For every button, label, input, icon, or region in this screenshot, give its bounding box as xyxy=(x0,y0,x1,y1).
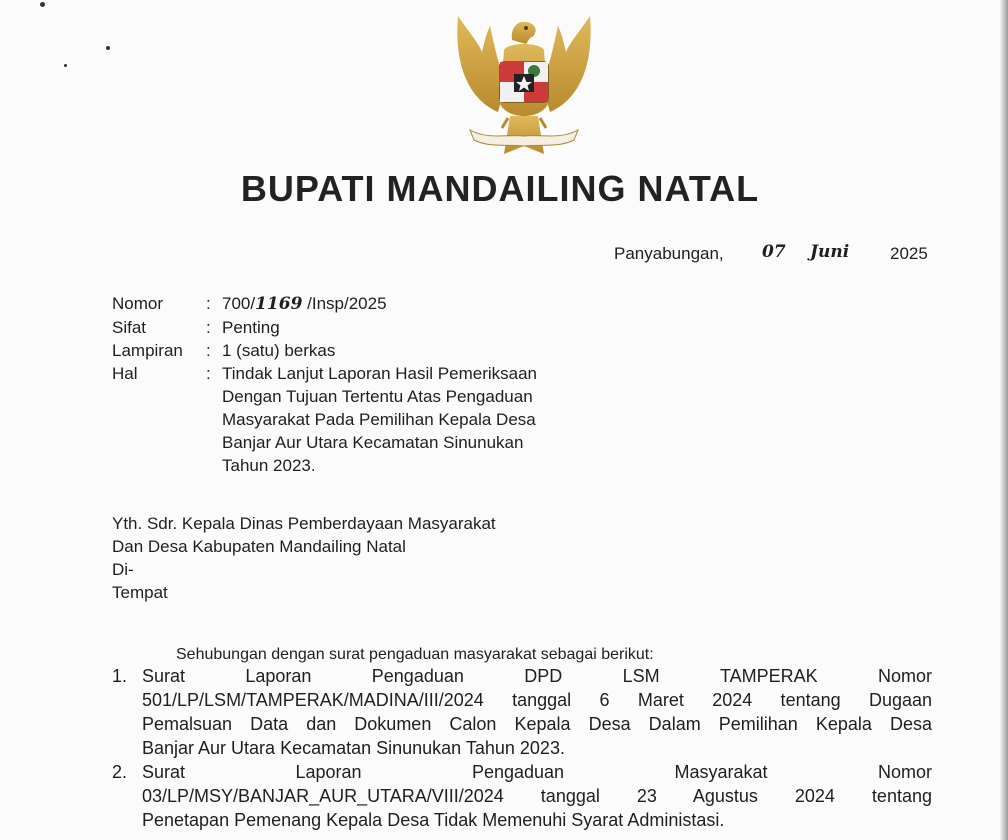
address-line: Di- xyxy=(112,560,134,579)
list-text xyxy=(142,664,932,760)
date-year: 2025 xyxy=(890,244,928,263)
meta-label-nomor: Nomor xyxy=(112,294,164,313)
meta-value-sifat: Penting xyxy=(222,318,280,337)
word: Masyarakat xyxy=(674,762,768,782)
word: TAMPERAK xyxy=(719,666,818,686)
meta-colon: : xyxy=(206,294,211,313)
address-line: Tempat xyxy=(112,583,168,602)
word: Surat xyxy=(142,666,186,686)
meta-value-nomor xyxy=(222,292,602,316)
hal-line: Banjar Aur Utara Kecamatan Sinunukan xyxy=(222,433,524,452)
address-line: Dan Desa Kabupaten Mandailing Natal xyxy=(112,537,406,556)
meta-colon: : xyxy=(206,341,211,360)
word: LSM xyxy=(622,666,660,686)
list-line: 03/LP/MSY/BANJAR_AUR_UTARA/VIII/2024 tanggal 23 Agustus 2024 tentang xyxy=(142,786,932,806)
complaint-list xyxy=(112,664,932,832)
word: Nomor xyxy=(877,762,932,782)
nomor-handwritten: 1169 xyxy=(255,294,303,314)
date-month-handwritten: Juni xyxy=(810,242,850,262)
scan-speck xyxy=(64,64,67,67)
meta-row-sifat xyxy=(112,316,602,339)
nomor-prefix: 700/ xyxy=(222,294,256,313)
page-edge-shadow xyxy=(1000,0,1008,840)
hal-line: Tindak Lanjut Laporan Hasil Pemeriksaan xyxy=(222,364,537,383)
list-number: 2. xyxy=(112,762,128,782)
list-item xyxy=(112,760,932,832)
list-line: 501/LP/LSM/TAMPERAK/MADINA/III/2024 tanggal 6 Maret 2024 tentang Dugaan xyxy=(142,690,932,710)
date-place: Panyabungan, xyxy=(614,244,724,263)
list-line: Banjar Aur Utara Kecamatan Sinunukan Tahun 2023. xyxy=(142,738,565,758)
garuda-pancasila-emblem xyxy=(448,4,600,162)
meta-row-lampiran xyxy=(112,339,602,362)
word: Pengaduan xyxy=(471,762,565,782)
meta-colon: : xyxy=(206,318,211,337)
word: Laporan xyxy=(295,762,362,782)
word: Nomor xyxy=(877,666,932,686)
scan-speck xyxy=(40,2,45,7)
list-number: 1. xyxy=(112,666,128,686)
body-intro: Sehubungan dengan surat pengaduan masyarakat sebagai berikut: xyxy=(176,646,654,663)
letter-meta xyxy=(112,292,602,477)
hal-line: Dengan Tujuan Tertentu Atas Pengaduan xyxy=(222,387,533,406)
meta-row-nomor xyxy=(112,292,602,316)
scan-speck xyxy=(106,46,110,50)
hal-line: Masyarakat Pada Pemilihan Kepala Desa xyxy=(222,410,536,429)
nomor-suffix: /Insp/2025 xyxy=(302,294,387,313)
meta-label-hal: Hal xyxy=(112,364,138,383)
word: Pengaduan xyxy=(371,666,464,686)
meta-colon: : xyxy=(206,364,211,383)
meta-value-hal xyxy=(222,362,602,477)
recipient-address xyxy=(112,512,496,604)
meta-label-sifat: Sifat xyxy=(112,318,147,337)
list-text xyxy=(142,760,932,832)
list-first-line xyxy=(142,664,932,688)
letterhead-title: BUPATI MANDAILING NATAL xyxy=(240,168,760,209)
list-item xyxy=(112,664,932,760)
hal-line: Tahun 2023. xyxy=(222,456,316,475)
word: Laporan xyxy=(245,666,312,686)
meta-value-lampiran: 1 (satu) berkas xyxy=(222,341,336,360)
list-line: Penetapan Pemenang Kepala Desa Tidak Memenuhi Syarat Administasi. xyxy=(142,810,725,830)
address-line: Yth. Sdr. Kepala Dinas Pemberdayaan Masyarakat xyxy=(112,514,496,533)
meta-label-lampiran: Lampiran xyxy=(112,341,183,360)
word: Surat xyxy=(142,762,186,782)
list-first-line xyxy=(142,760,932,784)
list-line: Pemalsuan Data dan Dokumen Calon Kepala Desa Dalam Pemilihan Kepala Desa xyxy=(142,714,932,734)
date-day-handwritten: 07 xyxy=(762,242,786,262)
meta-row-hal xyxy=(112,362,602,477)
word: DPD xyxy=(524,666,563,686)
